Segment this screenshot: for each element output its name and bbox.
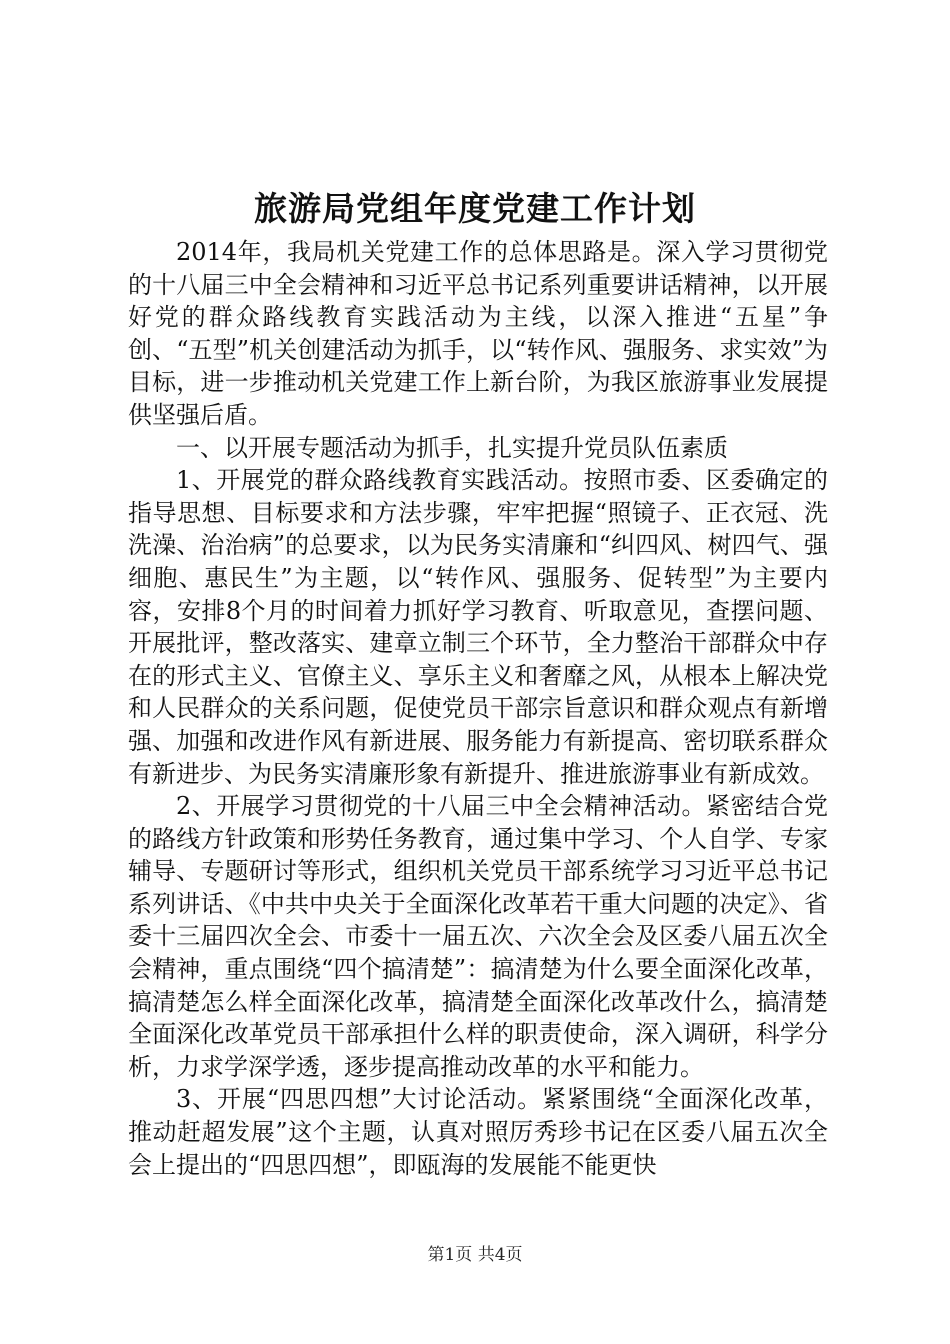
paragraph-item-1: 1、开展党的群众路线教育实践活动。按照市委、区委确定的指导思想、目标要求和方法步骤，牢牢把握“照镜子、正衣冠、洗洗澡、治治病”的总要求，以为民务实清廉和“纠四风、树四气、强细胞、惠民生”为主题，以“转作风、强服务、促转型”为主要内容，安排8个月的时间着力抓好学习教育、听取意见，查摆问题、开展批评，整改落实、建章立制三个环节，全力整治干部群众中存在的形式主义、官僚主义、享乐主义和奢靡之风，从根本上解决党和人民群众的关系问题，促使党员干部宗旨意识和群众观点有新增强、加强和改进作风有新进展、服务能力有新提高、密切联系群众有新进步、为民务实清廉形象有新提升、推进旅游事业有新成效。 bbox=[128, 466, 828, 788]
section-heading-1: 一、以开展专题活动为抓手，扎实提升党员队伍素质 bbox=[176, 433, 728, 462]
document-title: 旅游局党组年度党建工作计划 bbox=[254, 189, 696, 228]
paragraph-overview: 2014年，我局机关党建工作的总体思路是。深入学习贯彻党的十八届三中全会精神和习近平总书记系列重要讲话精神，以开展好党的群众路线教育实践活动为主线，以深入推进“五星”争创、“五型”机关创建活动为抓手，以“转作风、强服务、求实效”为目标，进一步推动机关党建工作上新台阶，为我区旅游事业发展提供坚强后盾。 bbox=[128, 238, 828, 429]
page-number-footer: 第1页 共4页 bbox=[427, 1245, 523, 1265]
paragraph-item-2: 2、开展学习贯彻党的十八届三中全会精神活动。紧密结合党的路线方针政策和形势任务教育，通过集中学习、个人自学、专家辅导、专题研讨等形式，组织机关党员干部系统学习习近平总书记系列讲话、《中共中央关于全面深化改革若干重大问题的决定》、省委十三届四次全会、市委十一届五次、六次全会及区委八届五次全会精神，重点围绕“四个搞清楚”：搞清楚为什么要全面深化改革，搞清楚怎么样全面深化改革，搞清楚全面深化改革改什么，搞清楚全面深化改革党员干部承担什么样的职责使命，深入调研，科学分析，力求学深学透，逐步提高推动改革的水平和能力。 bbox=[128, 792, 828, 1081]
document-body bbox=[128, 236, 828, 1181]
paragraph-item-3: 3、开展“四思四想”大讨论活动。紧紧围绕“全面深化改革，推动赶超发展”这个主题，认真对照厉秀珍书记在区委八届五次全会上提出的“四思四想”，即瓯海的发展能不能更快 bbox=[128, 1085, 828, 1179]
